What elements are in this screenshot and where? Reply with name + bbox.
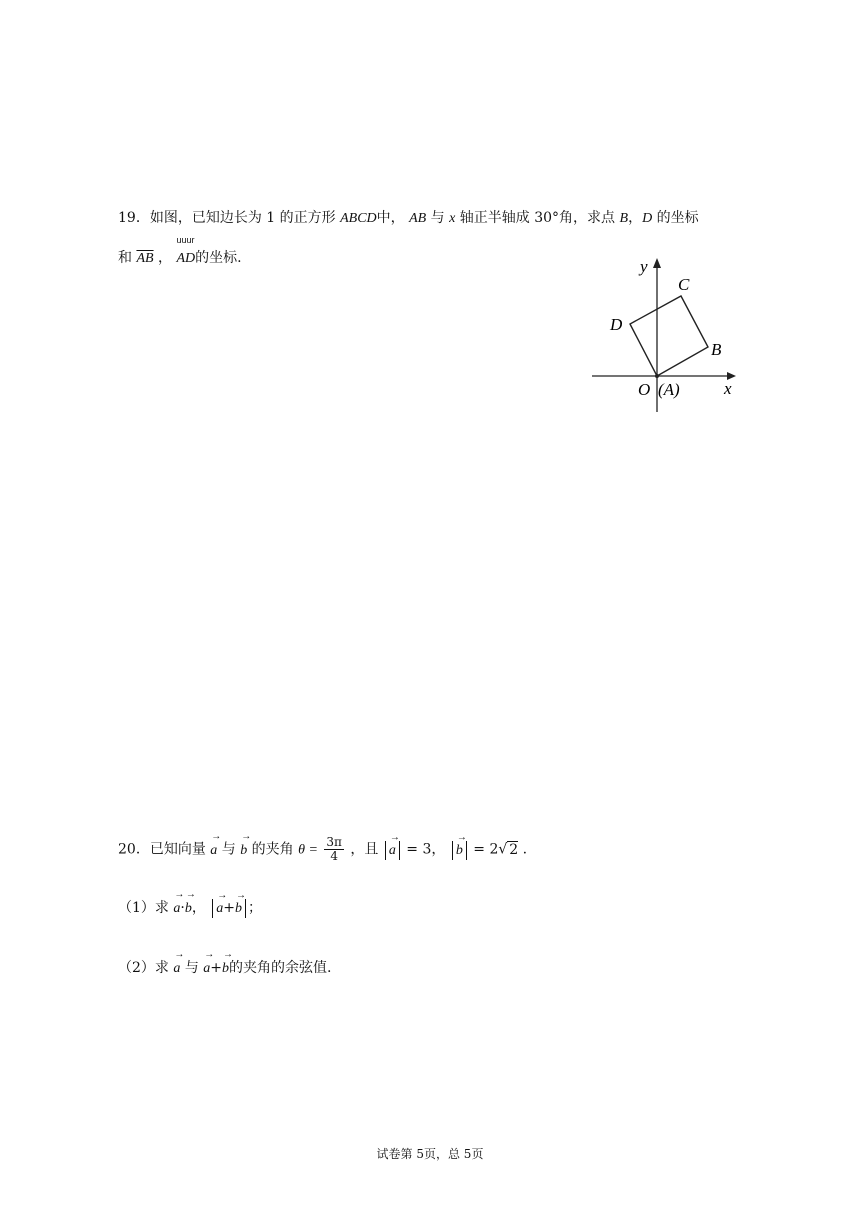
sqrt-value: 2 — [509, 841, 519, 858]
vector-b-label: b — [235, 901, 243, 916]
label-a: (A) — [658, 380, 680, 399]
q19-line1 — [118, 208, 699, 229]
vector-b: → b — [184, 889, 196, 916]
q20-text: 与 — [184, 960, 199, 976]
plus: + — [210, 960, 223, 976]
vector-ad — [176, 235, 196, 269]
vector-marks: uuur — [176, 235, 195, 245]
part2-label: （2）求 — [118, 960, 169, 976]
vector-a: → a — [173, 889, 185, 916]
x-label: x — [724, 379, 732, 398]
norm-a: → a — [385, 841, 400, 860]
plus: + — [223, 900, 236, 916]
fraction-3pi-4 — [324, 836, 344, 863]
y-label: y — [640, 257, 648, 276]
comma: ， — [431, 841, 446, 858]
vector-ab: $\overline{AB}$ — [136, 251, 154, 266]
q19-text: 的坐标 — [656, 210, 699, 226]
vector-b: → b — [222, 949, 234, 976]
sqrt-sign: √ — [498, 841, 508, 858]
q20-number: 20 — [118, 841, 136, 858]
eq-norm-b: = 2 — [473, 841, 499, 858]
q20-part2 — [118, 949, 332, 979]
comma: ， — [158, 250, 173, 266]
q20-line1 — [118, 830, 528, 863]
part1-label: （1）求 — [118, 900, 169, 916]
origin-dot — [655, 374, 659, 378]
q20-text: 的夹角的余弦值. — [229, 960, 332, 976]
vector-a: → a — [203, 949, 215, 976]
q19-text: ．如图，已知边长为 1 的正方形 — [135, 210, 336, 226]
y-axis-arrow — [653, 258, 661, 268]
point-d: D — [642, 211, 653, 226]
frac-num: 3π — [326, 835, 342, 849]
label-origin: O — [638, 380, 651, 399]
vector-b: → b — [240, 830, 252, 858]
label-d: D — [610, 315, 623, 334]
segment-ab: AB — [409, 211, 427, 226]
coordinate-figure — [586, 252, 766, 417]
frac-den: 4 — [330, 849, 338, 863]
comma: ， — [191, 900, 206, 916]
norm-b: → b — [452, 841, 467, 860]
vector-a-label: a — [216, 901, 224, 916]
vector-a-label: a — [210, 842, 218, 858]
period: . — [522, 841, 528, 858]
q20-text: ，且 — [350, 841, 379, 858]
vector-ad-label: AD — [176, 251, 196, 266]
semicolon: ； — [248, 900, 263, 916]
norm-a-plus-b: → a+ → b — [212, 899, 246, 918]
q19-text: 和 — [118, 250, 132, 266]
page-footer: 试卷第 5页，总 5页 — [376, 1147, 484, 1161]
comma: ， — [628, 210, 643, 226]
vector-b-label: b — [222, 961, 230, 976]
vector-a: → a — [173, 949, 185, 976]
q19-text: 与 — [430, 210, 445, 226]
square-name: ABCD — [340, 211, 377, 226]
q19-line2 — [118, 235, 242, 269]
q19-text: 轴正半轴成 30°角，求点 — [459, 210, 616, 226]
vector-a-label: a — [173, 961, 181, 976]
point-b: B — [619, 211, 629, 226]
square-abcd — [630, 296, 708, 376]
q20-text: 与 — [221, 841, 236, 858]
vector-a: → a — [210, 830, 222, 858]
q20-text: ．已知向量 — [135, 841, 206, 858]
vector-b-label: b — [184, 901, 192, 916]
eq-norm-a: = 3 — [406, 841, 432, 858]
theta: θ = — [298, 842, 318, 858]
vector-a-label: a — [388, 842, 396, 858]
label-b: B — [711, 340, 722, 359]
vector-a-label: a — [173, 901, 181, 916]
q20-part1 — [118, 889, 263, 919]
vector-a-label: a — [203, 961, 211, 976]
q20-text: 的夹角 — [251, 841, 294, 858]
vector-b-label: b — [240, 842, 248, 858]
x-variable: x — [449, 211, 456, 226]
label-c: C — [678, 275, 690, 294]
q19-number: 19 — [118, 210, 136, 226]
vector-b-label: b — [455, 842, 463, 858]
q19-text: 的坐标. — [195, 250, 242, 266]
dot-operator: · — [180, 900, 185, 916]
q19-text: 中， — [376, 210, 405, 226]
